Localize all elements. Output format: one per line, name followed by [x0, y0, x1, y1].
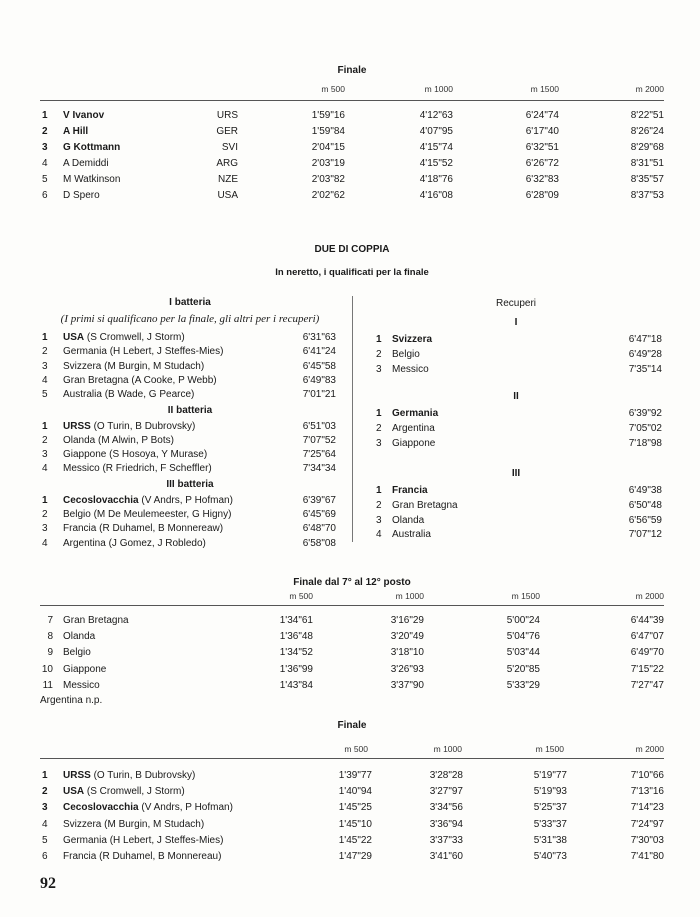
rank: 5 — [42, 174, 48, 185]
rank: 2 — [42, 346, 48, 358]
rank: 4 — [42, 158, 48, 169]
crew-entry — [63, 332, 185, 343]
rank: 1 — [376, 485, 382, 496]
rank: 2 — [376, 422, 382, 434]
heat-time: 6'50"48 — [628, 499, 662, 511]
rank: 2 — [42, 434, 48, 446]
team-name: Olanda — [63, 631, 96, 643]
rank: 10 — [41, 663, 53, 675]
team-name: Messico — [392, 363, 429, 375]
heat-time: 7'07"52 — [302, 434, 336, 446]
heat-time: 6'49"28 — [628, 348, 662, 360]
crew-entry — [63, 786, 185, 797]
rank: 5 — [42, 834, 48, 846]
crew-members: (V Andrs, P Hofman) — [141, 802, 233, 814]
team-name: Belgio — [63, 509, 91, 520]
heat-title: III batteria — [166, 478, 214, 490]
split-time: 1'59"16 — [311, 110, 345, 121]
column-header: m 2000 — [635, 744, 664, 754]
crew-entry — [63, 346, 223, 357]
team-name: URSS — [63, 770, 91, 781]
team-name: Francia — [392, 485, 428, 496]
rank: 2 — [42, 509, 48, 520]
country-code: URS — [216, 110, 238, 121]
rank: 5 — [42, 389, 48, 401]
split-time: 6'32"83 — [525, 174, 559, 185]
split-time: 7'27"47 — [630, 679, 664, 691]
split-time: 6'24"74 — [525, 110, 559, 121]
rank: 6 — [42, 190, 48, 201]
crew-entry — [63, 538, 206, 549]
singolo-finale-title: Finale — [337, 65, 367, 76]
rank: 1 — [42, 420, 48, 432]
team-name: Gran Bretagna — [392, 499, 458, 511]
heat-time: 6'56"59 — [628, 514, 662, 526]
athlete-name: A Demiddi — [63, 158, 109, 169]
team-name: Australia — [392, 529, 431, 541]
crew-entry — [63, 819, 204, 830]
crew-entry — [63, 523, 223, 534]
split-time: 7'15"22 — [630, 663, 664, 675]
heat-title: II batteria — [167, 404, 213, 416]
crew-members: (J Gomez, J Robledo) — [108, 537, 206, 549]
rank: 3 — [42, 360, 48, 372]
team-name: Argentina — [63, 537, 106, 549]
team-name: Belgio — [392, 348, 420, 360]
column-header: m 1000 — [395, 591, 424, 601]
split-time: 1'43"84 — [279, 679, 313, 691]
crew-members: (R Duhamel, B Monnereau) — [99, 851, 222, 862]
column-divider — [352, 296, 353, 542]
split-time: 8'35"57 — [630, 174, 664, 185]
crew-members: (V Andrs, P Hofman) — [141, 494, 233, 506]
team-name: Gran Bretagna — [63, 374, 129, 386]
rank: 1 — [376, 408, 382, 419]
split-time: 1'36"48 — [279, 631, 313, 643]
column-header: m 1500 — [530, 84, 559, 94]
team-name: Svizzera — [63, 360, 102, 372]
split-time: 3'41"60 — [429, 851, 463, 862]
split-time: 4'07"95 — [419, 126, 453, 137]
rank: 3 — [376, 437, 382, 449]
split-time: 2'03"82 — [311, 174, 345, 185]
rank: 1 — [376, 334, 382, 345]
crew-entry — [63, 421, 195, 432]
rank: 3 — [42, 142, 48, 153]
crew-members: (O Turin, B Dubrovsky) — [93, 770, 196, 781]
rank: 4 — [42, 537, 48, 549]
rank: 9 — [47, 647, 53, 659]
split-time: 1'36"99 — [279, 663, 313, 675]
crew-members: (R Friedrich, F Scheffler) — [102, 463, 212, 475]
crew-entry — [63, 361, 204, 372]
team-name: Olanda — [392, 514, 425, 526]
crew-entry — [63, 389, 194, 400]
column-header: m 1000 — [433, 744, 462, 754]
heat-time: 6'39"92 — [628, 408, 662, 419]
split-time: 5'31"38 — [533, 834, 567, 846]
split-time: 4'15"74 — [419, 142, 453, 153]
split-time: 3'28"28 — [429, 770, 463, 781]
crew-entry — [63, 435, 174, 446]
split-time: 8'29"68 — [630, 142, 664, 153]
heat-time: 6'48"70 — [302, 523, 336, 535]
crew-members: (S Hosoya, Y Murase) — [109, 449, 208, 461]
team-name: Australia — [63, 389, 102, 401]
split-time: 1'34"61 — [279, 615, 313, 626]
split-time: 5'40"73 — [533, 851, 567, 862]
split-time: 2'03"19 — [311, 158, 345, 169]
split-time: 7'13"16 — [630, 786, 664, 798]
crew-members: (M Alwin, P Bots) — [98, 434, 174, 446]
crew-entry — [63, 802, 233, 813]
rank: 4 — [42, 818, 48, 830]
heat-time: 7'35"14 — [628, 363, 662, 375]
split-time: 3'36"94 — [429, 818, 463, 830]
split-time: 5'33"37 — [533, 818, 567, 830]
split-time: 8'37"53 — [630, 190, 664, 201]
rank: 1 — [42, 110, 48, 121]
column-header: m 500 — [289, 591, 313, 601]
divider — [40, 100, 664, 101]
team-name: Germania — [392, 408, 439, 419]
heat-time: 6'39"67 — [302, 494, 336, 506]
split-time: 6'17"40 — [525, 126, 559, 137]
split-time: 4'16"08 — [419, 190, 453, 201]
team-name: Francia — [63, 851, 97, 862]
split-time: 2'04"15 — [311, 142, 345, 153]
split-time: 6'26"72 — [525, 158, 559, 169]
heat-time: 6'41"24 — [302, 346, 336, 358]
heat-title: I batteria — [169, 297, 211, 308]
page-number: 92 — [40, 875, 56, 892]
heat-time: 6'49"38 — [628, 485, 662, 496]
split-time: 1'34"52 — [279, 647, 313, 659]
split-time: 8'26"24 — [630, 126, 664, 137]
split-time: 4'15"52 — [419, 158, 453, 169]
crew-members: (S Cromwell, J Storm) — [86, 786, 185, 798]
team-name: Messico — [63, 463, 100, 475]
crew-entry — [63, 375, 217, 386]
column-header: m 2000 — [635, 591, 664, 601]
crew-entry — [63, 449, 207, 460]
crew-members: (M Burgin, M Studach) — [104, 818, 205, 830]
split-time: 3'37"33 — [429, 834, 463, 846]
heat-time: 6'47"18 — [628, 334, 662, 345]
heat-time: 6'45"58 — [302, 360, 336, 372]
heat-time: 7'01"21 — [302, 389, 336, 401]
rank: 7 — [47, 615, 53, 626]
heat-time: 7'05"02 — [628, 422, 662, 434]
split-time: 2'02"62 — [311, 190, 345, 201]
split-time: 1'59"84 — [311, 126, 345, 137]
section-title: DUE DI COPPIA — [314, 244, 390, 255]
team-name: Germania — [63, 834, 107, 846]
athlete-name: A Hill — [63, 126, 89, 137]
rank: 3 — [42, 449, 48, 461]
rank: 1 — [42, 770, 48, 781]
crew-entry — [63, 770, 195, 781]
split-time: 1'40"94 — [338, 786, 372, 798]
split-time: 7'14"23 — [630, 802, 664, 814]
crew-entry — [63, 835, 223, 846]
split-time: 1'45"22 — [338, 834, 372, 846]
split-time: 3'37"90 — [390, 679, 424, 691]
rank: 4 — [42, 374, 48, 386]
athlete-name: V Ivanov — [63, 110, 105, 121]
crew-members: (M Burgin, M Studach) — [104, 360, 205, 372]
crew-members: (H Lebert, J Steffes-Mies) — [109, 834, 224, 846]
split-time: 3'26"93 — [390, 663, 424, 675]
split-time: 5'04"76 — [506, 631, 540, 643]
crew-members: (O Turin, B Dubrovsky) — [93, 420, 196, 432]
column-header: m 1000 — [424, 84, 453, 94]
team-name: Olanda — [63, 434, 96, 446]
team-name: Giappone — [63, 449, 107, 461]
split-time: 6'44"39 — [630, 615, 664, 626]
crew-members: (H Lebert, J Steffes-Mies) — [109, 346, 224, 358]
split-time: 4'12"63 — [419, 110, 453, 121]
crew-entry — [63, 463, 212, 474]
team-name: Germania — [63, 346, 107, 358]
split-time: 1'39"77 — [338, 770, 372, 781]
athlete-name: M Watkinson — [63, 174, 121, 185]
country-code: ARG — [216, 158, 238, 169]
split-time: 6'32"51 — [525, 142, 559, 153]
repechage-title: III — [511, 468, 521, 479]
section-subtitle: In neretto, i qualificati per la finale — [275, 267, 429, 278]
split-time: 6'47"07 — [630, 631, 664, 643]
team-name: Argentina — [392, 422, 435, 434]
team-name: Messico — [63, 679, 100, 691]
rank: 2 — [42, 126, 48, 137]
split-time: 8'22"51 — [630, 110, 664, 121]
footnote: Argentina n.p. — [40, 695, 103, 706]
rank: 8 — [47, 631, 53, 643]
rank: 1 — [42, 494, 48, 506]
split-time: 7'30"03 — [630, 834, 664, 846]
split-time: 1'45"10 — [338, 818, 372, 830]
split-time: 3'18"10 — [390, 647, 424, 659]
split-time: 7'41"80 — [630, 851, 664, 862]
crew-entry — [63, 509, 231, 520]
crew-entry — [63, 495, 233, 506]
crew-members: (B Wade, G Pearce) — [104, 389, 195, 401]
rank: 6 — [42, 851, 48, 862]
recuperi-title: Recuperi — [495, 298, 537, 309]
rank: 1 — [42, 332, 48, 343]
split-time: 5'00"24 — [506, 615, 540, 626]
rank: 4 — [376, 529, 382, 541]
column-header: m 2000 — [635, 84, 664, 94]
split-time: 5'19"77 — [533, 770, 567, 781]
split-time: 3'34"56 — [429, 802, 463, 814]
heat-time: 7'18"98 — [628, 437, 662, 449]
team-name: Svizzera — [392, 334, 433, 345]
repechage-title: I — [514, 317, 518, 328]
rank: 11 — [42, 679, 53, 691]
crew-members: (S Cromwell, J Storm) — [86, 332, 185, 343]
divider — [40, 605, 664, 606]
team-name: Giappone — [392, 437, 436, 449]
heat-time: 7'25"64 — [302, 449, 336, 461]
crew-members: (R Duhamel, B Monnereaw) — [99, 523, 224, 535]
country-code: USA — [217, 190, 238, 201]
rank: 3 — [376, 514, 382, 526]
rank: 3 — [376, 363, 382, 375]
split-time: 3'20"49 — [390, 631, 424, 643]
team-name: Francia — [63, 523, 97, 535]
split-time: 5'20"85 — [506, 663, 540, 675]
repechage-title: II — [513, 391, 519, 402]
heats-note: (I primi si qualificano per la finale, gli altri per i recuperi) — [60, 313, 320, 325]
team-name: Gran Bretagna — [63, 615, 129, 626]
column-header: m 1500 — [511, 591, 540, 601]
finale-7-12-title: Finale dal 7° al 12° posto — [293, 577, 411, 588]
split-time: 5'19"93 — [533, 786, 567, 798]
split-time: 5'03"44 — [506, 647, 540, 659]
country-code: GER — [216, 126, 238, 137]
rank: 2 — [376, 499, 382, 511]
rank: 4 — [42, 463, 48, 475]
split-time: 6'28"09 — [525, 190, 559, 201]
heat-time: 6'49"83 — [302, 374, 336, 386]
divider — [40, 758, 664, 759]
split-time: 7'10"66 — [630, 770, 664, 781]
crew-members: (A Cooke, P Webb) — [131, 374, 217, 386]
split-time: 8'31"51 — [630, 158, 664, 169]
split-time: 3'27"97 — [429, 786, 463, 798]
team-name: Cecoslovacchia — [63, 494, 139, 506]
heat-time: 6'58"08 — [302, 537, 336, 549]
split-time: 5'25"37 — [533, 802, 567, 814]
athlete-name: D Spero — [63, 190, 100, 201]
split-time: 4'18"76 — [419, 174, 453, 185]
team-name: URSS — [63, 420, 91, 432]
crew-members: (M De Meulemeester, G Higny) — [93, 509, 232, 520]
rank: 2 — [42, 786, 48, 798]
team-name: USA — [63, 786, 85, 798]
finale-coppia-title: Finale — [337, 720, 367, 731]
team-name: Belgio — [63, 647, 91, 659]
split-time: 5'33"29 — [506, 679, 540, 691]
heat-time: 7'34"34 — [302, 463, 336, 475]
column-header: m 1500 — [535, 744, 564, 754]
split-time: 3'16"29 — [390, 615, 424, 626]
heat-time: 7'07"12 — [628, 529, 662, 541]
team-name: Svizzera — [63, 818, 102, 830]
column-header: m 500 — [344, 744, 368, 754]
team-name: Cecoslovacchia — [63, 802, 139, 814]
split-time: 1'45"25 — [338, 802, 372, 814]
rank: 2 — [376, 348, 382, 360]
column-header: m 500 — [321, 84, 345, 94]
split-time: 1'47"29 — [338, 851, 372, 862]
country-code: SVI — [221, 142, 238, 153]
split-time: 7'24"97 — [630, 818, 664, 830]
split-time: 6'49"70 — [630, 647, 664, 659]
team-name: USA — [63, 332, 85, 343]
rank: 3 — [42, 523, 48, 535]
crew-entry — [63, 851, 221, 862]
athlete-name: G Kottmann — [63, 142, 121, 153]
heat-time: 6'51"03 — [302, 420, 336, 432]
team-name: Giappone — [63, 663, 107, 675]
country-code: NZE — [218, 174, 238, 185]
heat-time: 6'31"63 — [302, 332, 336, 343]
heat-time: 6'45"69 — [302, 509, 336, 520]
rank: 3 — [42, 802, 48, 814]
